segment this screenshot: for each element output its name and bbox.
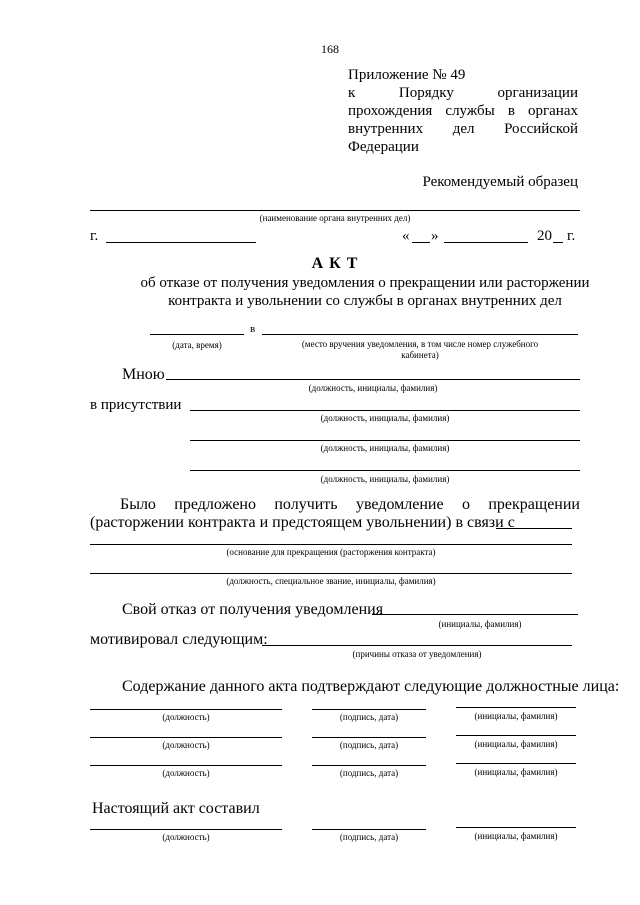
by-me-caption: (должность, инициалы, фамилия) xyxy=(308,383,438,393)
place-caption-line-2: кабинета) xyxy=(401,350,439,360)
reasons-caption: (причины отказа от уведомления) xyxy=(352,649,482,659)
position-rank-caption: (должность, специальное звание, инициалы, фамилия) xyxy=(226,576,436,586)
city-field[interactable] xyxy=(106,242,256,243)
confirm-text: Содержание данного акта подтверждают следующие должностные лица: xyxy=(122,678,620,695)
composer-position-field[interactable] xyxy=(90,829,282,830)
sig2-initials-caption: (инициалы, фамилия) xyxy=(474,739,558,749)
composer-signature-caption: (подпись, дата) xyxy=(339,832,399,842)
position-rank-field[interactable] xyxy=(90,573,572,574)
document-title: А К Т xyxy=(311,255,359,272)
date-time-field[interactable] xyxy=(150,334,244,335)
refusal-initials-caption: (инициалы, фамилия) xyxy=(438,619,522,629)
organ-name-field[interactable] xyxy=(90,210,580,211)
date-close-quote: » xyxy=(431,228,439,244)
presence-field-2[interactable] xyxy=(190,440,580,441)
basis-field[interactable] xyxy=(90,544,572,545)
page-number: 168 xyxy=(321,42,339,56)
document-subtitle-1: об отказе от получения уведомления о прекращении или расторжении xyxy=(140,275,590,291)
presence-caption-1: (должность, инициалы, фамилия) xyxy=(320,413,450,423)
presence-caption-2: (должность, инициалы, фамилия) xyxy=(320,443,450,453)
year-prefix: 20 xyxy=(537,228,552,244)
sig3-position-caption: (должность) xyxy=(162,768,210,778)
sig2-signature-field[interactable] xyxy=(312,737,426,738)
sig1-position-field[interactable] xyxy=(90,709,282,710)
sig1-signature-field[interactable] xyxy=(312,709,426,710)
sig3-signature-caption: (подпись, дата) xyxy=(339,768,399,778)
reason-short-field[interactable] xyxy=(496,528,572,529)
document-subtitle-2: контракта и увольнении со службы в органах внутренних дел xyxy=(168,293,562,309)
appendix-line-1: Приложение № 49 xyxy=(348,67,466,83)
composer-initials-caption: (инициалы, фамилия) xyxy=(474,831,558,841)
sig3-signature-field[interactable] xyxy=(312,765,426,766)
presence-caption-3: (должность, инициалы, фамилия) xyxy=(320,474,450,484)
year-field[interactable] xyxy=(553,242,563,243)
proposed-text-2: (расторжении контракта и предстоящем увольнении) в связи с xyxy=(90,514,515,531)
date-open-quote: « xyxy=(402,228,410,244)
by-me-field[interactable] xyxy=(166,379,580,380)
sig2-position-field[interactable] xyxy=(90,737,282,738)
sig1-initials-caption: (инициалы, фамилия) xyxy=(474,711,558,721)
proposed-text-1: Было предложено получить уведомление о прекращении xyxy=(120,496,580,513)
motivated-text: мотивировал следующим: xyxy=(90,631,268,648)
sig2-initials-field[interactable] xyxy=(456,735,576,736)
recommended-sample: Рекомендуемый образец xyxy=(422,174,578,190)
presence-field-1[interactable] xyxy=(190,410,580,411)
presence-field-3[interactable] xyxy=(190,470,580,471)
organ-name-caption: (наименование органа внутренних дел) xyxy=(259,213,411,223)
refusal-text: Свой отказ от получения уведомления xyxy=(122,601,384,618)
appendix-line-2: к Порядку организации xyxy=(348,85,578,101)
composer-position-caption: (должность) xyxy=(162,832,210,842)
sig1-position-caption: (должность) xyxy=(162,712,210,722)
day-field[interactable] xyxy=(412,242,430,243)
in-word: в xyxy=(250,323,256,335)
appendix-line-4: внутренних дел Российской xyxy=(348,121,578,137)
appendix-block xyxy=(348,66,578,156)
sig3-initials-field[interactable] xyxy=(456,763,576,764)
city-prefix: г. xyxy=(90,228,99,244)
year-suffix: г. xyxy=(567,228,576,244)
sig2-position-caption: (должность) xyxy=(162,740,210,750)
place-caption xyxy=(262,339,578,361)
date-time-caption: (дата, время) xyxy=(172,340,222,350)
place-field[interactable] xyxy=(262,334,578,335)
sig2-signature-caption: (подпись, дата) xyxy=(339,740,399,750)
month-field[interactable] xyxy=(444,242,528,243)
sig1-initials-field[interactable] xyxy=(456,707,576,708)
sig1-signature-caption: (подпись, дата) xyxy=(339,712,399,722)
basis-caption: (основание для прекращения (расторжения контракта) xyxy=(226,547,436,557)
sig3-initials-caption: (инициалы, фамилия) xyxy=(474,767,558,777)
composed-text: Настоящий акт составил xyxy=(92,800,260,817)
appendix-line-5: Федерации xyxy=(348,139,419,155)
place-caption-line-1: (место вручения уведомления, в том числе номер служебного xyxy=(301,339,539,349)
refusal-initials-field[interactable] xyxy=(372,614,578,615)
composer-signature-field[interactable] xyxy=(312,829,426,830)
composer-initials-field[interactable] xyxy=(456,827,576,828)
by-me-label: Мною xyxy=(122,366,165,383)
appendix-line-3: прохождения службы в органах xyxy=(348,103,578,119)
sig3-position-field[interactable] xyxy=(90,765,282,766)
in-presence-label: в присутствии xyxy=(90,397,182,413)
reasons-field[interactable] xyxy=(262,645,572,646)
